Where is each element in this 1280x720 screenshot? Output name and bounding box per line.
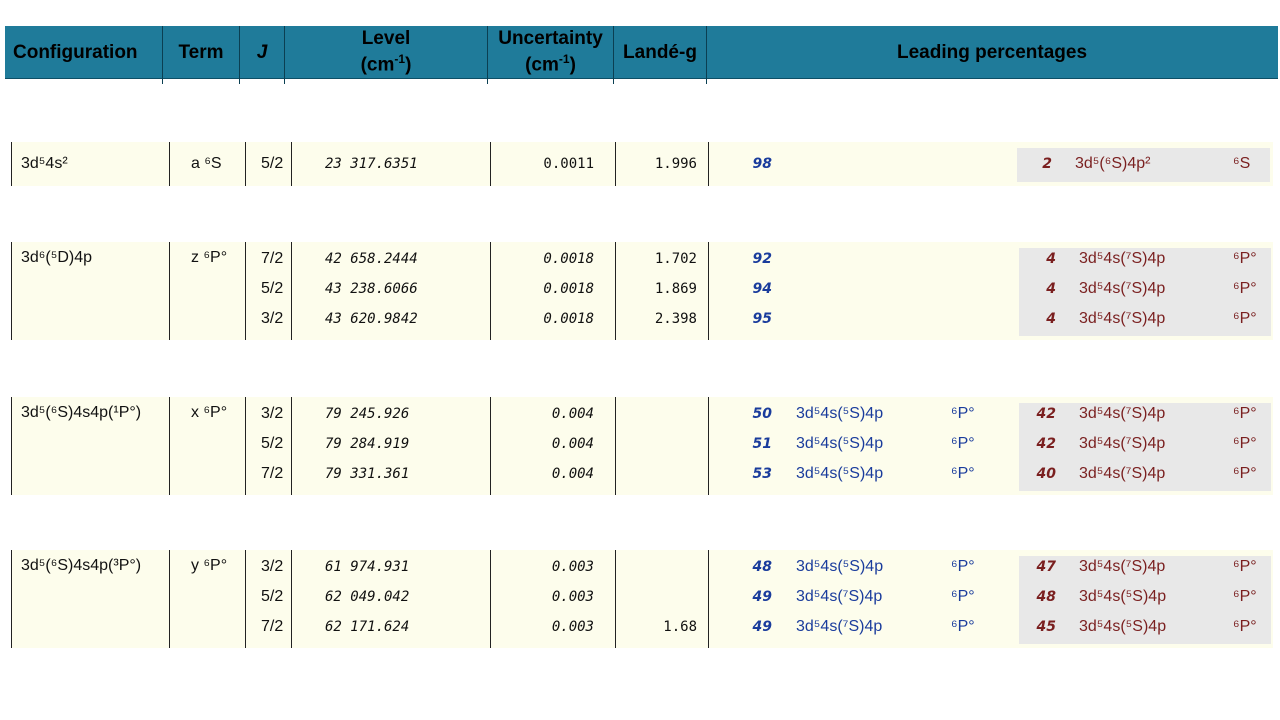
leading-config-secondary: 3d⁵(⁶S)4p²: [1075, 155, 1151, 172]
column-divider: [245, 550, 246, 648]
group-left-border: [11, 142, 12, 186]
leading-term-secondary: ⁶P°: [1233, 588, 1257, 605]
leading-term-secondary: ⁶S: [1233, 155, 1251, 172]
header-uncertainty-unit-sup: -1: [558, 52, 570, 67]
uncertainty-value: 0.0018: [543, 311, 594, 327]
header-lande: Landé-g: [623, 41, 697, 63]
column-divider: [615, 242, 616, 340]
j-value: 3/2: [261, 405, 284, 422]
j-value: 7/2: [261, 250, 284, 267]
leading-pct-secondary: 48: [1036, 589, 1056, 605]
column-divider: [169, 242, 170, 340]
level-value: 79 331.361: [325, 466, 410, 482]
column-divider: [245, 142, 246, 186]
column-divider: [169, 142, 170, 186]
j-value: 5/2: [261, 155, 284, 172]
level-value: 43 238.6066: [325, 281, 418, 297]
column-divider: [708, 242, 709, 340]
leading-term-primary: ⁶P°: [951, 405, 975, 422]
lande-value: 2.398: [654, 311, 697, 327]
leading-config-secondary: 3d⁵4s(⁷S)4p: [1079, 435, 1166, 452]
leading-pct-primary: 50: [752, 406, 772, 422]
leading-config-secondary: 3d⁵4s(⁷S)4p: [1079, 405, 1166, 422]
column-divider: [615, 550, 616, 648]
leading-pct-secondary: 42: [1036, 436, 1056, 452]
table-header: [5, 26, 1278, 79]
leading-pct-primary: 49: [752, 619, 772, 635]
column-divider: [169, 397, 170, 495]
lande-value: 1.702: [654, 251, 697, 267]
leading-term-secondary: ⁶P°: [1233, 465, 1257, 482]
leading-config-primary: 3d⁵4s(⁵S)4p: [796, 465, 884, 482]
leading-term-primary: ⁶P°: [951, 588, 975, 605]
leading-pct-secondary: 4: [1046, 311, 1056, 327]
configuration-cell: 3d⁵4s²: [21, 155, 68, 172]
header-level-unit: [361, 49, 412, 75]
column-divider: [490, 242, 491, 340]
j-value: 5/2: [261, 435, 284, 452]
column-divider: [490, 142, 491, 186]
j-value: 3/2: [261, 310, 284, 327]
column-divider: [708, 550, 709, 648]
leading-pct-secondary: 40: [1036, 466, 1056, 482]
leading-config-secondary: 3d⁵4s(⁷S)4p: [1079, 280, 1166, 297]
configuration-cell: 3d⁶(⁵D)4p: [21, 249, 93, 266]
leading-term-primary: ⁶P°: [951, 558, 975, 575]
column-divider: [708, 142, 709, 186]
leading-config-primary: 3d⁵4s(⁷S)4p: [796, 588, 883, 605]
table-group: [11, 550, 1273, 648]
level-value: 42 658.2444: [325, 251, 418, 267]
leading-config-primary: 3d⁵4s(⁷S)4p: [796, 618, 883, 635]
column-divider: [291, 397, 292, 495]
table-group: [11, 142, 1273, 186]
uncertainty-value: 0.003: [551, 559, 594, 575]
leading-pct-primary: 92: [752, 251, 772, 267]
uncertainty-value: 0.004: [551, 466, 594, 482]
lande-value: 1.68: [663, 619, 697, 635]
leading-term-secondary: ⁶P°: [1233, 250, 1257, 267]
column-divider: [245, 397, 246, 495]
leading-term-primary: ⁶P°: [951, 618, 975, 635]
header-uncertainty-line1: Uncertainty: [498, 28, 603, 50]
column-divider: [291, 242, 292, 340]
level-value: 62 171.624: [325, 619, 410, 635]
header-j: J: [256, 41, 268, 63]
j-value: 7/2: [261, 618, 284, 635]
leading-pct-primary: 48: [752, 559, 772, 575]
header-uncertainty-unit-close: ): [569, 54, 576, 76]
leading-pct-primary: 49: [752, 589, 772, 605]
level-value: 79 284.919: [325, 436, 410, 452]
column-divider: [169, 550, 170, 648]
j-value: 5/2: [261, 280, 284, 297]
leading-pct-secondary: 4: [1046, 251, 1056, 267]
column-divider: [490, 550, 491, 648]
leading-term-secondary: ⁶P°: [1233, 618, 1257, 635]
term-cell: y ⁶P°: [191, 557, 228, 574]
group-left-border: [11, 242, 12, 340]
header-level: [285, 26, 487, 78]
table-group: [11, 242, 1273, 340]
group-left-border: [11, 397, 12, 495]
leading-pct-secondary: 47: [1036, 559, 1056, 575]
level-value: 23 317.6351: [325, 156, 418, 172]
column-divider: [291, 142, 292, 186]
leading-config-primary: 3d⁵4s(⁵S)4p: [796, 435, 884, 452]
uncertainty-value: 0.004: [551, 406, 594, 422]
leading-pct-secondary: 2: [1042, 156, 1052, 172]
column-divider: [615, 142, 616, 186]
leading-config-secondary: 3d⁵4s(⁷S)4p: [1079, 250, 1166, 267]
leading-term-primary: ⁶P°: [951, 465, 975, 482]
leading-term-secondary: ⁶P°: [1233, 280, 1257, 297]
leading-config-secondary: 3d⁵4s(⁵S)4p: [1079, 588, 1167, 605]
leading-term-secondary: ⁶P°: [1233, 405, 1257, 422]
leading-pct-primary: 95: [752, 311, 772, 327]
j-value: 3/2: [261, 558, 284, 575]
header-uncertainty-unit: [525, 49, 576, 75]
leading-config-secondary: 3d⁵4s(⁷S)4p: [1079, 558, 1166, 575]
term-cell: a ⁶S: [191, 155, 222, 172]
uncertainty-value: 0.0011: [543, 156, 594, 172]
level-value: 79 245.926: [325, 406, 410, 422]
header-uncertainty: [488, 26, 613, 78]
leading-config-secondary: 3d⁵4s(⁷S)4p: [1079, 465, 1166, 482]
leading-term-secondary: ⁶P°: [1233, 310, 1257, 327]
header-level-unit-sup: -1: [394, 52, 406, 67]
uncertainty-value: 0.0018: [543, 251, 594, 267]
leading-pct-secondary: 42: [1036, 406, 1056, 422]
leading-pct-primary: 94: [752, 281, 772, 297]
term-cell: z ⁶P°: [191, 249, 228, 266]
header-level-line1: Level: [361, 28, 411, 50]
uncertainty-value: 0.003: [551, 619, 594, 635]
header-term: Term: [178, 41, 224, 63]
leading-config-secondary: 3d⁵4s(⁷S)4p: [1079, 310, 1166, 327]
configuration-cell: 3d⁵(⁶S)4s4p(¹P°): [21, 404, 142, 421]
header-level-unit-close: ): [405, 54, 412, 76]
level-value: 61 974.931: [325, 559, 410, 575]
leading-config-primary: 3d⁵4s(⁵S)4p: [796, 405, 884, 422]
header-leading: Leading percentages: [896, 41, 1088, 63]
level-value: 62 049.042: [325, 589, 410, 605]
configuration-cell: 3d⁵(⁶S)4s4p(³P°): [21, 557, 142, 574]
column-divider: [708, 397, 709, 495]
uncertainty-value: 0.003: [551, 589, 594, 605]
leading-term-primary: ⁶P°: [951, 435, 975, 452]
uncertainty-value: 0.0018: [543, 281, 594, 297]
column-divider: [291, 550, 292, 648]
lande-value: 1.869: [654, 281, 697, 297]
j-value: 7/2: [261, 465, 284, 482]
lande-value: 1.996: [654, 156, 697, 172]
column-divider: [490, 397, 491, 495]
leading-pct-secondary: 4: [1046, 281, 1056, 297]
leading-config-primary: 3d⁵4s(⁵S)4p: [796, 558, 884, 575]
leading-config-secondary: 3d⁵4s(⁵S)4p: [1079, 618, 1167, 635]
level-value: 43 620.9842: [325, 311, 418, 327]
j-value: 5/2: [261, 588, 284, 605]
column-divider: [245, 242, 246, 340]
leading-pct-primary: 51: [752, 436, 772, 452]
table-group: [11, 397, 1273, 495]
group-left-border: [11, 550, 12, 648]
leading-pct-primary: 53: [752, 466, 772, 482]
column-divider: [615, 397, 616, 495]
uncertainty-value: 0.004: [551, 436, 594, 452]
term-cell: x ⁶P°: [191, 404, 228, 421]
leading-pct-secondary: 45: [1036, 619, 1056, 635]
leading-term-secondary: ⁶P°: [1233, 435, 1257, 452]
leading-pct-primary: 98: [752, 156, 772, 172]
header-configuration: Configuration: [13, 41, 138, 63]
header-uncertainty-unit-text: (cm: [525, 54, 559, 76]
header-level-unit-text: (cm: [360, 54, 395, 76]
leading-term-secondary: ⁶P°: [1233, 558, 1257, 575]
